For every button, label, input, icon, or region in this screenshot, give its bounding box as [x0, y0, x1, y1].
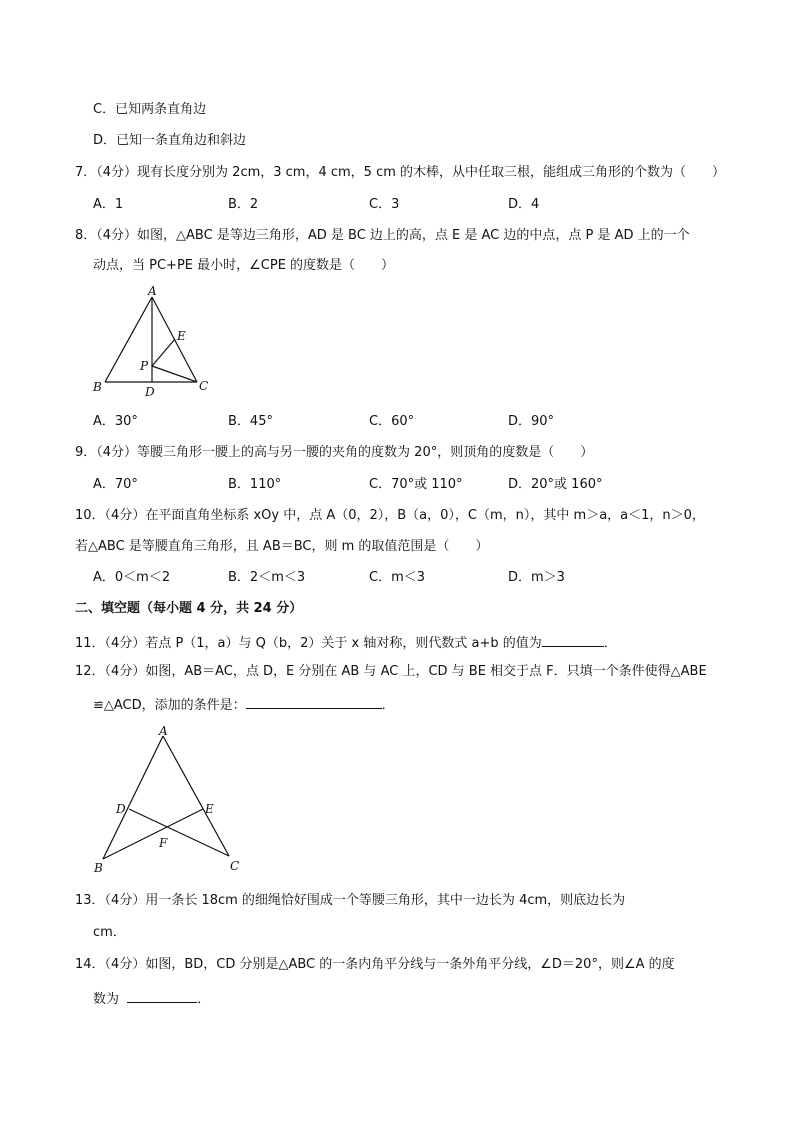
- q12-stem-end: ．: [381, 698, 395, 713]
- q8-option-d: D．90°: [508, 414, 555, 429]
- q8-label-p: P: [140, 359, 149, 373]
- q11-answer-blank[interactable]: [542, 632, 604, 647]
- q10-option-d: D．m＞3: [508, 570, 565, 585]
- q8-segment-pe: [152, 339, 175, 366]
- q12-label-d: D: [116, 802, 126, 816]
- q12-segment-cd: [129, 809, 229, 856]
- q10-options: [93, 569, 693, 587]
- q8-option-b: B．45°: [228, 414, 273, 429]
- q7-option-a: A．1: [93, 197, 124, 212]
- q8-label-e: E: [177, 329, 186, 343]
- q10-option-b: B．2＜m＜3: [228, 570, 306, 585]
- q8-option-a: A．30°: [93, 414, 138, 429]
- q10-option-c: C．m＜3: [369, 570, 426, 585]
- q9-option-b: B．110°: [228, 477, 282, 492]
- q9-option-d: D．20°或 160°: [508, 477, 603, 492]
- q14-answer-blank[interactable]: [127, 988, 197, 1003]
- q8-label-d: D: [145, 385, 155, 399]
- q11-stem: [75, 632, 617, 653]
- q11-stem-text: 11．（4分）若点 P（1，a）与 Q（b，2）关于 x 轴对称，则代数式 a+b 的值为: [75, 636, 542, 651]
- q8-label-c: C: [199, 379, 209, 393]
- q14-stem-line1: 14．（4分）如图，BD，CD 分别是△ABC 的一条内角平分线与一条外角平分线，∠D＝20°，则∠A 的度: [75, 957, 675, 972]
- q12-label-f: F: [159, 836, 168, 850]
- q12-label-e: E: [205, 802, 214, 816]
- q6-option-c: C．已知两条直角边: [93, 102, 207, 117]
- q12-stem-line1: 12．（4分）如图，AB＝AC，点 D，E 分别在 AB 与 AC 上，CD 与 BE 相交于点 F．只填一个条件使得△ABE: [75, 664, 707, 679]
- q14-stem-text: 数为: [93, 992, 120, 1007]
- q7-option-b: B．2: [228, 197, 259, 212]
- section-fill-in-title: 二、填空题（每小题 4 分，共 24 分）: [75, 601, 303, 616]
- q12-answer-blank[interactable]: [246, 694, 382, 709]
- q8-option-c: C．60°: [369, 414, 415, 429]
- q12-label-b: B: [94, 861, 103, 875]
- q9-option-a: A．70°: [93, 477, 138, 492]
- q12-stem-line2: [93, 694, 395, 715]
- q12-segment-be: [103, 809, 203, 859]
- q10-stem-line2: 若△ABC 是等腰直角三角形，且 AB＝BC，则 m 的取值范围是（ ）: [75, 539, 489, 554]
- q12-label-a: A: [159, 724, 168, 738]
- q8-options: [93, 413, 693, 431]
- q9-option-c: C．70°或 110°: [369, 477, 463, 492]
- q12-side-ab: [103, 736, 163, 859]
- q8-label-b: B: [93, 380, 102, 394]
- q14-stem-line2: [93, 988, 210, 1009]
- q12-label-c: C: [230, 859, 240, 873]
- q12-side-ac: [163, 736, 229, 856]
- q14-stem-end: ．: [197, 992, 211, 1007]
- q8-label-a: A: [148, 284, 157, 298]
- q7-stem: 7．（4分）现有长度分别为 2cm，3 cm，4 cm，5 cm 的木棒，从中任取三根，能组成三角形的个数为（ ）: [75, 165, 726, 180]
- q8-figure: [85, 283, 225, 403]
- q13-stem-line1: 13．（4分）用一条长 18cm 的细绳恰好围成一个等腰三角形，其中一边长为 4cm，则底边长为: [75, 893, 626, 908]
- q9-options: [93, 476, 693, 494]
- q8-stem-line1: 8．（4分）如图，△ABC 是等边三角形，AD 是 BC 边上的高，点 E 是 AC 边的中点，点 P 是 AD 上的一个: [75, 228, 690, 243]
- q9-stem: 9．（4分）等腰三角形一腰上的高与另一腰的夹角的度数为 20°，则顶角的度数是（ ）: [75, 445, 594, 460]
- q6-option-d: D．已知一条直角边和斜边: [93, 133, 247, 148]
- q10-option-a: A．0＜m＜2: [93, 570, 171, 585]
- q10-stem-line1: 10．（4分）在平面直角坐标系 xOy 中，点 A（0，2），B（a，0），C（m，n），其中 m＞a，a＜1，n＞0，: [75, 508, 705, 523]
- q12-stem-text: ≌△ACD，添加的条件是：: [93, 698, 246, 713]
- q7-option-c: C．3: [369, 197, 400, 212]
- q7-options: [93, 196, 693, 214]
- q11-stem-end: ．: [603, 636, 617, 651]
- q7-option-d: D．4: [508, 197, 540, 212]
- q13-stem-line2: cm．: [93, 925, 126, 940]
- q8-stem-line2: 动点，当 PC+PE 最小时，∠CPE 的度数是（ ）: [93, 258, 395, 273]
- q12-figure: [88, 722, 248, 882]
